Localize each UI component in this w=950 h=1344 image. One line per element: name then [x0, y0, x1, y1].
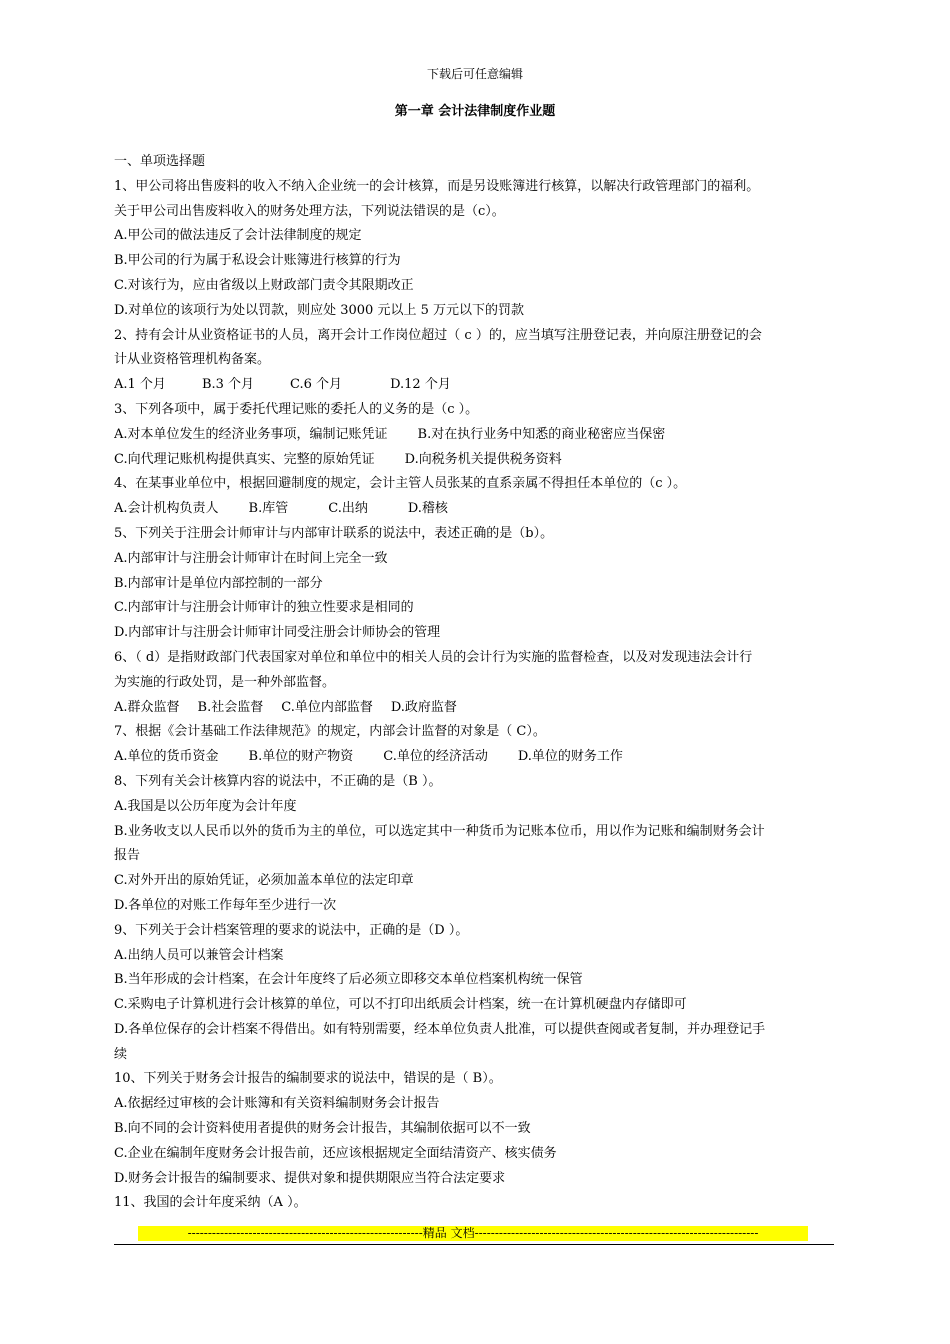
question-6-option-d: D.政府监督 — [390, 699, 457, 715]
question-2-line-2: 计从业资格管理机构备案。 — [114, 352, 271, 368]
question-3: 3、下列各项中，属于委托代理记账的委托人的义务的是（c ）。 — [114, 401, 479, 417]
question-9-option-a: A.出纳人员可以兼管会计档案 — [114, 947, 284, 963]
question-8: 8、下列有关会计核算内容的说法中，不正确的是（B ）。 — [114, 773, 442, 789]
question-3-options-ab — [114, 423, 836, 448]
question-7-option-c: C.单位的经济活动 — [383, 749, 488, 765]
question-10-option-a: A.依据经过审核的会计账簿和有关资料编制财务会计报告 — [114, 1096, 440, 1112]
question-10-option-d: D.财务会计报告的编制要求、提供对象和提供期限应当符合法定要求 — [114, 1170, 506, 1186]
question-6-line-1: 6、（ d）是指财政部门代表国家对单位和单位中的相关人员的会计行为实施的监督检查，以及对发现违法会计行 — [114, 649, 753, 665]
question-10-option-c: C.企业在编制年度财务会计报告前，还应该根据规定全面结清资产、核实债务 — [114, 1145, 557, 1161]
question-8-option-d: D.各单位的对账工作每年至少进行一次 — [114, 897, 337, 913]
question-9: 9、下列关于会计档案管理的要求的说法中，正确的是（D ）。 — [114, 922, 469, 938]
footer-rule — [114, 1244, 834, 1245]
question-10-option-b: B.向不同的会计资料使用者提供的财务会计报告，其编制依据可以不一致 — [114, 1121, 531, 1137]
question-4-option-c: C.出纳 — [328, 501, 368, 517]
document-body — [114, 150, 836, 1216]
question-5: 5、下列关于注册会计师审计与内部审计联系的说法中，表述正确的是（b）。 — [114, 525, 554, 541]
question-3-option-a: A.对本单位发生的经济业务事项，编制记账凭证 — [114, 426, 388, 442]
question-11: 11、我国的会计年度采纳（A ）。 — [114, 1195, 307, 1211]
question-4-option-a: A.会计机构负责人 — [114, 501, 219, 517]
question-4-option-b: B.库管 — [248, 501, 289, 517]
question-9-option-c: C.采购电子计算机进行会计核算的单位，可以不打印出纸质会计档案，统一在计算机硬盘内存储即可 — [114, 997, 687, 1013]
question-8-option-a: A.我国是以公历年度为会计年度 — [114, 798, 297, 814]
question-2-option-d: D.12 个月 — [390, 377, 451, 393]
question-10: 10、下列关于财务会计报告的编制要求的说法中，错误的是（ B）。 — [114, 1071, 502, 1087]
question-7-option-a: A.单位的货币资金 — [114, 749, 219, 765]
question-1-option-b: B.甲公司的行为属于私设会计账簿进行核算的行为 — [114, 253, 401, 269]
question-3-option-d: D.向税务机关提供税务资料 — [404, 451, 562, 467]
question-1-option-d: D.对单位的该项行为处以罚款，则应处 3000 元以上 5 万元以下的罚款 — [114, 302, 524, 318]
question-5-option-d: D.内部审计与注册会计师审计同受注册会计师协会的管理 — [114, 625, 441, 641]
question-9-option-d-line-2: 续 — [114, 1046, 128, 1062]
question-2-option-a: A.1 个月 — [114, 377, 166, 393]
question-9-option-d-line-1: D.各单位保存的会计档案不得借出。如有特别需要，经本单位负责人批准，可以提供查阅或者复制，并办理登记手 — [114, 1021, 766, 1037]
question-1-option-a: A.甲公司的做法违反了会计法律制度的规定 — [114, 228, 362, 244]
question-6-option-c: C.单位内部监督 — [281, 699, 373, 715]
question-7-option-d: D.单位的财务工作 — [517, 749, 623, 765]
page-title: 第一章 会计法律制度作业题 — [394, 104, 556, 119]
question-2-option-c: C.6 个月 — [290, 377, 343, 393]
question-7: 7、根据《会计基础工作法律规范》的规定，内部会计监督的对象是（ C）。 — [114, 724, 546, 740]
section-heading: 一、单项选择题 — [114, 154, 206, 169]
question-2-option-b: B.3 个月 — [201, 377, 255, 393]
header-note: 下载后可任意编辑 — [426, 67, 523, 81]
question-5-option-b: B.内部审计是单位内部控制的一部分 — [114, 575, 323, 591]
question-7-options — [114, 745, 836, 770]
question-7-option-b: B.单位的财产物资 — [248, 749, 354, 765]
question-8-option-b-line-1: B.业务收支以人民币以外的货币为主的单位，可以选定其中一种货币为记账本位币，用以作为记账和编制财务会计 — [114, 823, 765, 839]
question-9-option-b: B.当年形成的会计档案，在会计年度终了后必须立即移交本单位档案机构统一保管 — [114, 972, 583, 988]
question-4: 4、在某事业单位中，根据回避制度的规定，会计主管人员张某的直系亲属不得担任本单位的（c ）。 — [114, 476, 687, 492]
question-3-options-cd — [114, 448, 836, 473]
question-2-options — [114, 373, 836, 398]
question-6-options — [114, 696, 836, 721]
footer-watermark: ----------------------------------------------------------精品 文档---------------------------------------------------------------------- — [138, 1226, 808, 1241]
question-5-option-a: A.内部审计与注册会计师审计在时间上完全一致 — [114, 550, 388, 566]
question-6-option-a: A.群众监督 — [114, 699, 180, 715]
question-2-line-1: 2、持有会计从业资格证书的人员，离开会计工作岗位超过（ c ）的，应当填写注册登记表，并向原注册登记的会 — [114, 327, 762, 343]
question-8-option-c: C.对外开出的原始凭证，必须加盖本单位的法定印章 — [114, 873, 414, 889]
question-4-options — [114, 497, 836, 522]
question-8-option-b-line-2: 报告 — [114, 848, 141, 864]
question-1-option-c: C.对该行为，应由省级以上财政部门责令其限期改正 — [114, 277, 414, 293]
question-5-option-c: C.内部审计与注册会计师审计的独立性要求是相同的 — [114, 600, 414, 616]
question-1-line-1: 1、甲公司将出售废料的收入不纳入企业统一的会计核算，而是另设账簿进行核算，以解决行政管理部门的福利。 — [114, 178, 760, 194]
question-1-line-2: 关于甲公司出售废料收入的财务处理方法，下列说法错误的是（c）。 — [114, 203, 505, 219]
question-3-option-b: B.对在执行业务中知悉的商业秘密应当保密 — [417, 426, 666, 442]
question-4-option-d: D.稽核 — [407, 501, 448, 517]
question-3-option-c: C.向代理记账机构提供真实、完整的原始凭证 — [114, 451, 375, 467]
question-6-option-b: B.社会监督 — [197, 699, 264, 715]
question-6-line-2: 为实施的行政处罚，是一种外部监督。 — [114, 674, 336, 690]
